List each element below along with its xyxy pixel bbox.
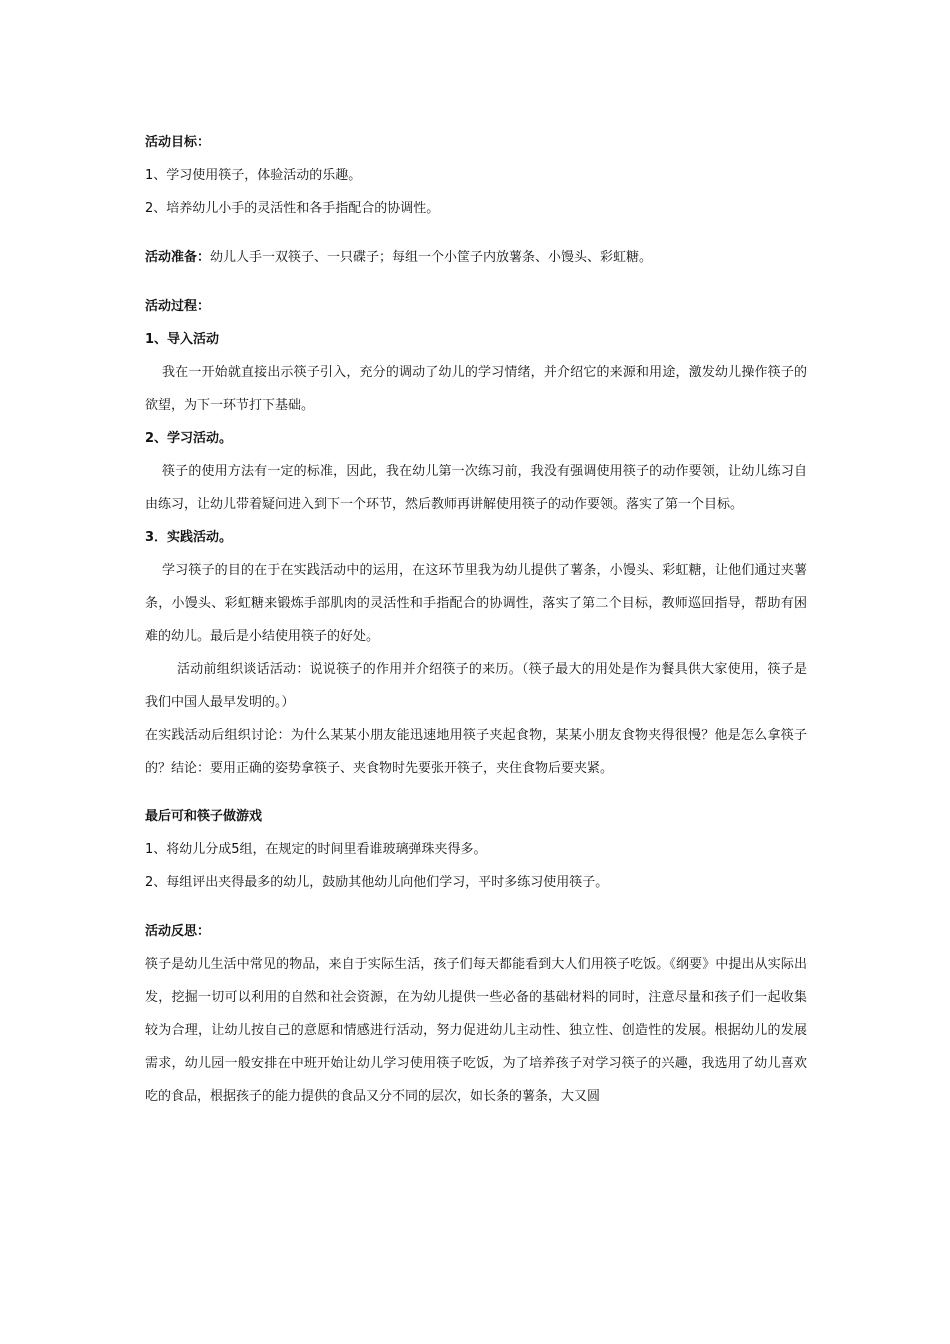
spacer <box>145 274 807 290</box>
goal-item-1: 1、学习使用筷子，体验活动的乐趣。 <box>145 168 362 183</box>
step1-text: 我在一开始就直接出示筷子引入，充分的调动了幼儿的学习情绪，并介绍它的来源和用途，激发幼儿操作筷子的欲望，为下一环节打下基础。 <box>145 365 807 413</box>
reflection-heading: 活动反思： <box>145 924 211 939</box>
prep-label: 活动准备： <box>145 250 211 265</box>
reflection-text: 筷子是幼儿生活中常见的物品，来自于实际生活，孩子们每天都能看到大人们用筷子吃饭。《纲要》中提出从实际出发，挖掘一切可以利用的自然和社会资源，在为幼儿提供一些必备的基础材料的同时，注意尽量和孩子们一起收集较为合理，让幼儿按自己的意愿和情感进行活动，努力促进幼儿主动性、独立性、创造性的发展。根据幼儿的发展需求，幼儿园一般安排在中班开始让幼儿学习使用筷子吃饭，为了培养孩子对学习筷子的兴趣，我选用了幼儿喜欢吃的食品，根据孩子的能力提供的食品又分不同的层次，如长条的薯条，大又圆 <box>145 957 807 1104</box>
spacer <box>145 899 807 915</box>
process-heading: 活动过程： <box>145 299 211 314</box>
spacer <box>145 785 807 800</box>
talk-paragraph: 活动前组织谈话活动：说说筷子的作用并介绍筷子的来历。（筷子最大的用处是作为餐具供大家使用，筷子是我们中国人最早发明的。） <box>145 662 807 710</box>
step1-title: 1、导入活动 <box>145 332 220 347</box>
step3-text: 学习筷子的目的在于在实践活动中的运用，在这环节里我为幼儿提供了薯条，小馒头、彩虹糖，让他们通过夹薯条，小馒头、彩虹糖来锻炼手部肌肉的灵活性和手指配合的协调性，落实了第二个目标，教师巡回指导，帮助有困难的幼儿。最后是小结使用筷子的好处。 <box>145 563 807 644</box>
spacer <box>145 225 807 241</box>
prep-text: 幼儿人手一双筷子、一只碟子；每组一个小筐子内放薯条、小馒头、彩虹糖。 <box>210 250 653 265</box>
game-heading: 最后可和筷子做游戏 <box>145 809 263 824</box>
step2-text: 筷子的使用方法有一定的标准，因此，我在幼儿第一次练习前，我没有强调使用筷子的动作要领，让幼儿练习自由练习，让幼儿带着疑问进入到下一个环节，然后教师再讲解使用筷子的动作要领。落实了第一个目标。 <box>145 464 807 512</box>
step3-title: 3．实践活动。 <box>145 530 233 545</box>
goals-heading: 活动目标： <box>145 135 211 150</box>
document-page <box>145 126 807 1113</box>
game-item-1: 1、将幼儿分成5组，在规定的时间里看谁玻璃弹珠夹得多。 <box>145 842 487 857</box>
prep-paragraph <box>145 241 807 274</box>
step2-title: 2、学习活动。 <box>145 431 233 446</box>
goal-item-2: 2、培养幼儿小手的灵活性和各手指配合的协调性。 <box>145 201 440 216</box>
discuss-paragraph: 在实践活动后组织讨论：为什么某某小朋友能迅速地用筷子夹起食物，某某小朋友食物夹得很慢？他是怎么拿筷子的？结论：要用正确的姿势拿筷子、夹食物时先要张开筷子，夹住食物后要夹紧。 <box>145 728 807 776</box>
game-item-2: 2、每组评出夹得最多的幼儿，鼓励其他幼儿向他们学习，平时多练习使用筷子。 <box>145 875 609 890</box>
